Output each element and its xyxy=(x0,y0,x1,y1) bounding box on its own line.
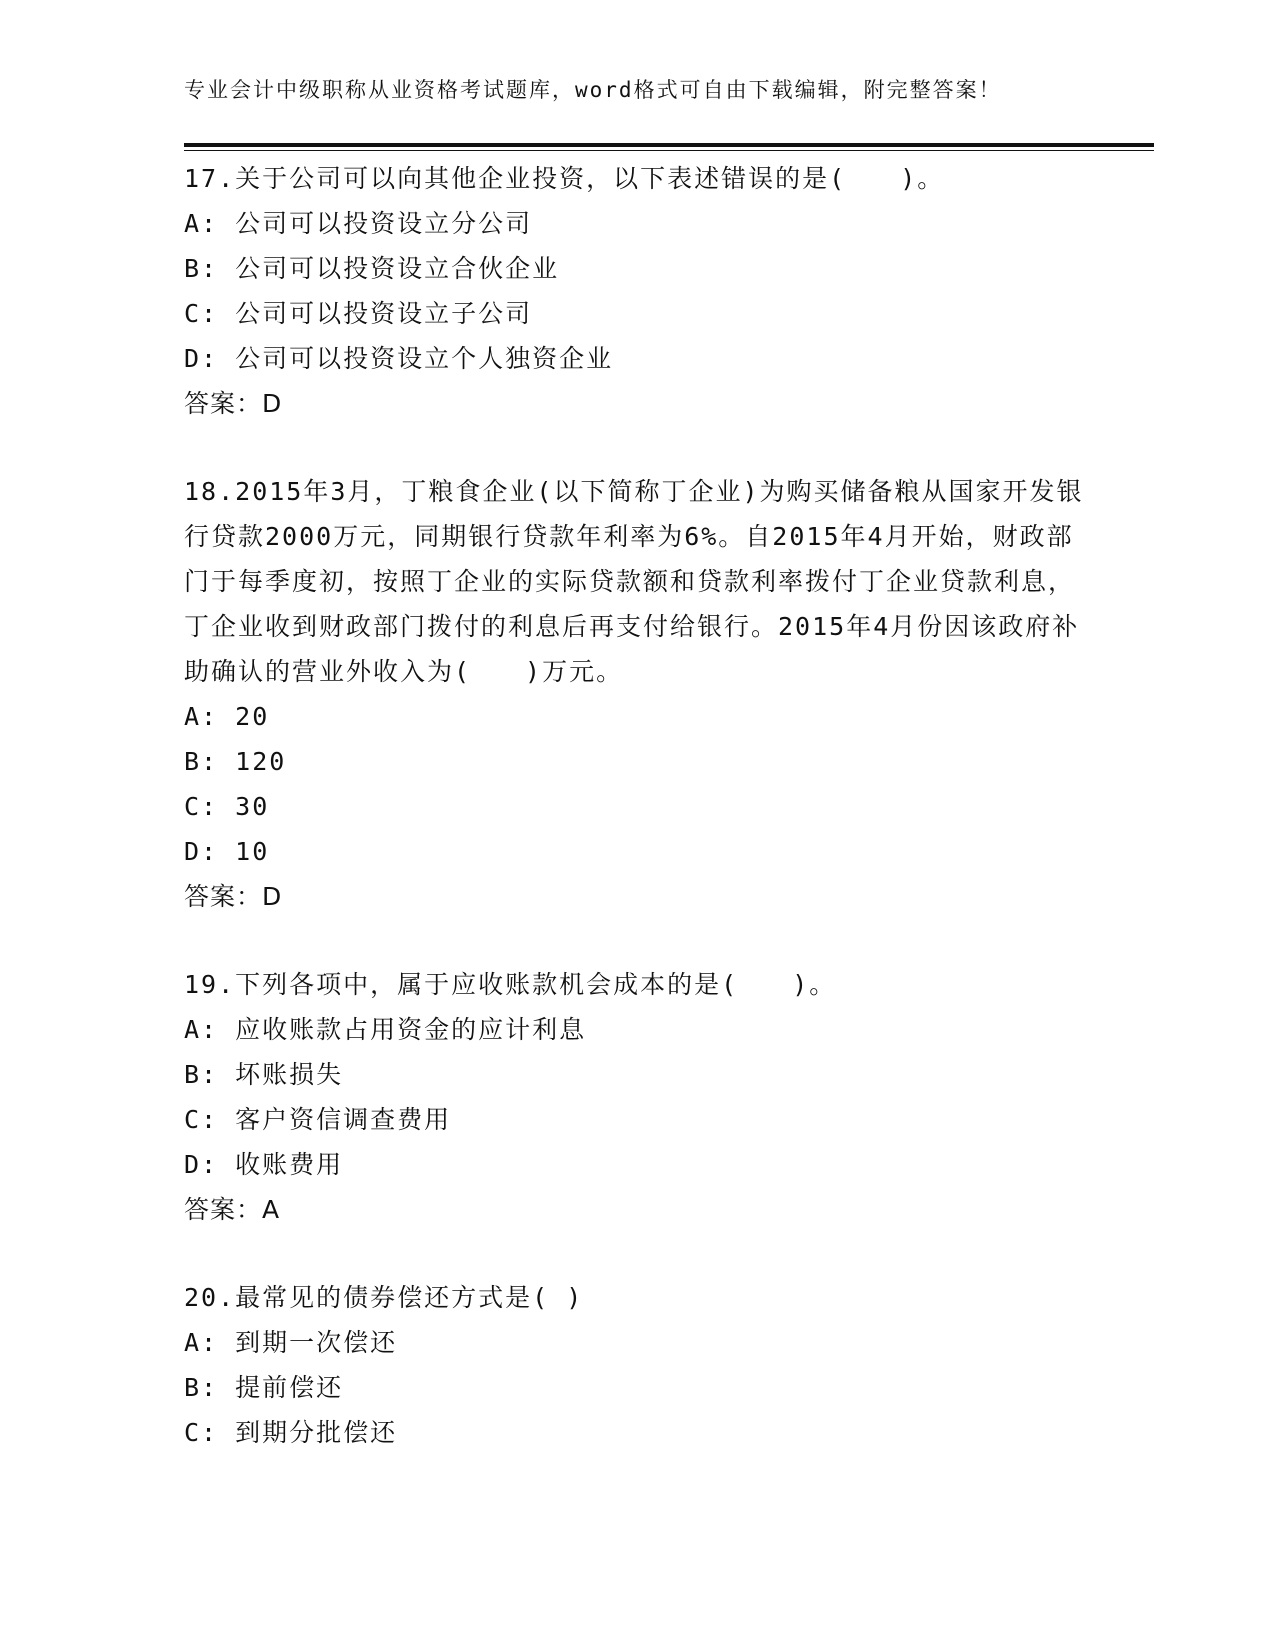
question-stem: 18.2015年3月，丁粮食企业(以下简称丁企业)为购买储备粮从国家开发银行贷款2000万元，同期银行贷款年利率为6%。自2015年4月开始，财政部门于每季度初，按照丁企业的实际贷款额和贷款利率拨付丁企业贷款利息，丁企业收到财政部门拨付的利息后再支付给银行。2015年4月份因该政府补助确认的营业外收入为( )万元。 xyxy=(184,477,1084,686)
option-b: B: 120 xyxy=(184,747,287,776)
option-a: A: 公司可以投资设立分公司 xyxy=(184,209,533,238)
answer-line: 答案：A xyxy=(184,1195,281,1224)
question-18 xyxy=(184,469,1084,919)
option-c: C: 30 xyxy=(184,792,270,821)
question-20 xyxy=(184,1275,1084,1455)
option-c: C: 到期分批偿还 xyxy=(184,1418,398,1447)
question-stem: 19.下列各项中，属于应收账款机会成本的是( )。 xyxy=(184,970,837,999)
option-b: B: 坏账损失 xyxy=(184,1060,344,1089)
question-stem: 20.最常见的债券偿还方式是( ) xyxy=(184,1283,584,1312)
question-17 xyxy=(184,156,1084,426)
page-header: 专业会计中级职称从业资格考试题库，word格式可自由下载编辑，附完整答案！ xyxy=(184,78,1002,102)
option-d: D: 10 xyxy=(184,837,270,866)
option-d: D: 收账费用 xyxy=(184,1150,344,1179)
answer-line: 答案：D xyxy=(184,389,283,418)
question-list xyxy=(184,156,1084,1498)
option-a: A: 到期一次偿还 xyxy=(184,1328,398,1357)
question-19 xyxy=(184,962,1084,1232)
option-c: C: 公司可以投资设立子公司 xyxy=(184,299,533,328)
option-b: B: 提前偿还 xyxy=(184,1373,344,1402)
option-b: B: 公司可以投资设立合伙企业 xyxy=(184,254,560,283)
question-stem: 17.关于公司可以向其他企业投资，以下表述错误的是( )。 xyxy=(184,164,945,193)
option-d: D: 公司可以投资设立个人独资企业 xyxy=(184,344,614,373)
option-a: A: 应收账款占用资金的应计利息 xyxy=(184,1015,587,1044)
option-c: C: 客户资信调查费用 xyxy=(184,1105,452,1134)
header-rule-thin xyxy=(184,150,1154,151)
option-a: A: 20 xyxy=(184,702,270,731)
answer-line: 答案：D xyxy=(184,882,283,911)
header-rule-thick xyxy=(184,143,1154,147)
